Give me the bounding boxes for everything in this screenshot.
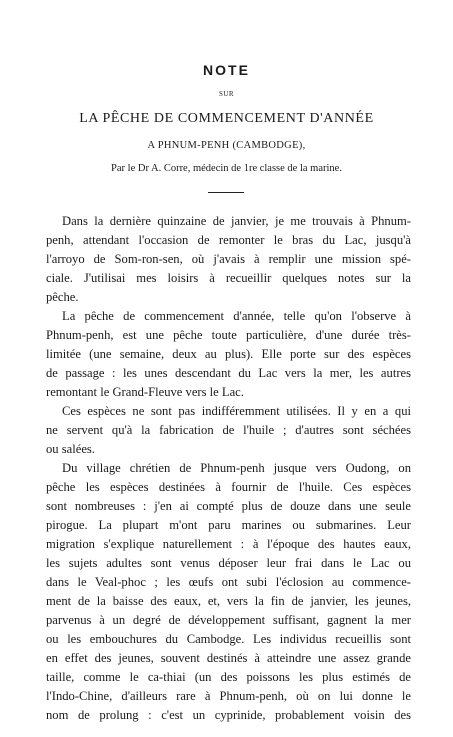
text-line: ne servent qu'à la fabrication de l'huile ; d'autres sont séchées <box>46 423 411 437</box>
text-line: ou les embouchures du Cambodge. Les individus recueillis sont <box>46 632 411 646</box>
text-line: Ces espèces ne sont pas indifféremment utilisées. Il y en a qui <box>62 404 411 418</box>
text-line: ciale. J'utilisai mes loisirs à recueillir quelques notes sur la <box>46 271 411 285</box>
text-line: taille, comme le ca-thiai (un des poissons les plus estimés de <box>46 670 411 684</box>
text-line: Phnum-penh, est une pêche toute particulière, d'une durée très- <box>46 328 411 342</box>
text-line: pirogue. La plupart m'ont paru marines ou submarines. Leur <box>46 518 411 532</box>
text-line: sont nombreuses : j'en ai compté plus de douze dans une seule <box>46 499 411 513</box>
text-line: Du village chrétien de Phnum-penh jusque vers Oudong, on <box>62 461 411 475</box>
text-line: penh, attendant l'occasion de remonter le bras du Lac, jusqu'à <box>46 233 411 247</box>
text-line: La pêche de commencement d'année, telle qu'on l'observe à <box>62 309 411 323</box>
text-line: l'Indo-Chine, d'ailleurs rare à Phnum-penh, où on lui donne le <box>46 689 411 703</box>
text-line: Dans la dernière quinzaine de janvier, je me trouvais à Phnum- <box>62 214 411 228</box>
text-line: ment de la baisse des eaux, et, vers la fin de janvier, les jeunes, <box>46 594 411 608</box>
title-connector: SUR <box>218 90 235 98</box>
author-byline: Par le Dr A. Corre, médecin de 1re classe de la marine. <box>111 163 342 174</box>
text-line: de passage : les unes descendant du Lac vers la mer, les autres <box>46 366 411 380</box>
text-line: limitée (une semaine, deux au plus). Elle porte sur des espèces <box>46 347 411 361</box>
location-line: A PHNUM-PENH (CAMBODGE), <box>147 140 306 151</box>
text-line: dans le Veal-phoc ; les œufs ont subi l'éclosion au commence- <box>46 575 411 589</box>
text-line: les sujets adultes sont venus déposer leur frai dans le Lac ou <box>46 556 411 570</box>
text-line: pêche les espèces destinées à fournir de l'huile. Ces espèces <box>46 480 411 494</box>
text-line: migration s'explique naturellement : à l'époque des hautes eaux, <box>46 537 411 551</box>
text-line: ou salées. <box>46 442 95 456</box>
text-line: nom de prolung : c'est un cyprinide, probablement voisin des <box>46 708 411 722</box>
text-line: l'arroyo de Som-ron-sen, où j'avais à remplir une mission spé- <box>46 252 411 266</box>
text-line: en effet des jeunes, souvent destinés à atteindre une assez grande <box>46 651 411 665</box>
text-line: remontant le Grand-Fleuve vers le Lac. <box>46 385 244 399</box>
document-title: NOTE <box>203 62 250 78</box>
document-subtitle: LA PÊCHE DE COMMENCEMENT D'ANNÉE <box>79 111 374 126</box>
text-line: pêche. <box>46 290 79 304</box>
text-line: parvenus à un degré de développement suffisant, gagnent la mer <box>46 613 411 627</box>
